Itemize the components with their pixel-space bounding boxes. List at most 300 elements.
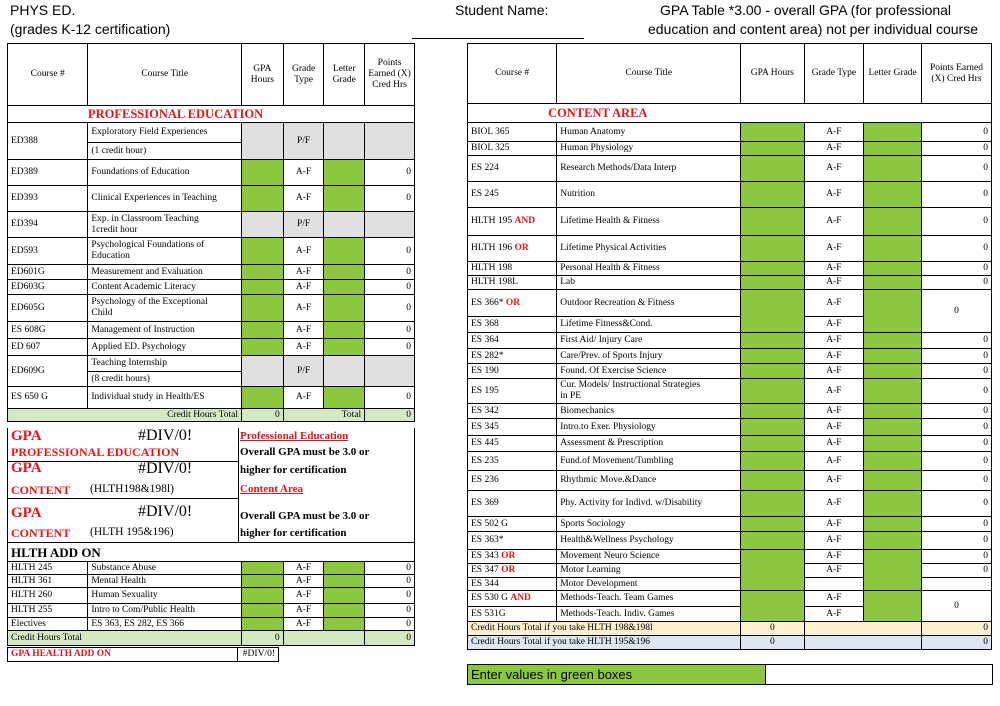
table-row: BIOL 365: [468, 123, 557, 142]
col-letter-grade: Letter Grade: [864, 44, 922, 104]
letter-grade-input[interactable]: [324, 588, 365, 604]
course-title: Human Physiology: [557, 142, 741, 156]
gpa-hours-input[interactable]: [741, 182, 804, 208]
table-row: ES 224: [468, 156, 557, 182]
grade-type: A-F: [283, 322, 324, 339]
course-title: Research Methods/Data Interp: [557, 156, 741, 182]
section-content-area: CONTENT AREA: [468, 104, 992, 123]
points-cell: 0: [921, 550, 991, 564]
student-name-label: Student Name:: [455, 2, 549, 18]
gpa-health-add-on-label: GPA HEALTH ADD ON: [8, 648, 238, 662]
course-title: Intro.to Exer. Physiology: [557, 419, 741, 436]
letter-grade-input[interactable]: [324, 280, 365, 295]
credit-hours-total-label: Credit Hours Total: [8, 409, 242, 422]
grade-type: [804, 578, 864, 591]
letter-grade-input[interactable]: [864, 364, 922, 379]
gpa-hours-input[interactable]: [242, 339, 284, 356]
grade-type: A-F: [283, 604, 324, 618]
content-area-link[interactable]: Content Area: [240, 483, 304, 495]
course-title: Nutrition: [557, 182, 741, 208]
grade-type: A-F: [283, 562, 324, 575]
gpa-hours-input[interactable]: [741, 123, 804, 142]
gpa-hours-input[interactable]: [741, 156, 804, 182]
gpa-hours-input[interactable]: [741, 517, 804, 532]
letter-grade-input[interactable]: [864, 142, 922, 156]
col-points: Points Earned (X) Cred Hrs: [365, 44, 415, 106]
gpa-hours-input[interactable]: [741, 208, 804, 236]
letter-grade-input[interactable]: [864, 290, 922, 333]
gpa-hours-input[interactable]: [242, 387, 284, 409]
table-row: HLTH 255: [8, 604, 88, 618]
addon-credit-hours-label: Credit Hours Total: [8, 631, 242, 646]
gpa-hours-cell: [242, 123, 284, 160]
table-row: ES 235: [468, 452, 557, 471]
letter-grade-input[interactable]: [324, 322, 365, 339]
gpa-requirement-note-4: higher for certification: [240, 527, 347, 539]
letter-grade-input[interactable]: [864, 379, 922, 404]
and-marker: AND: [510, 593, 531, 603]
gpa-hours-input[interactable]: [741, 436, 804, 452]
section-professional-education: PROFESSIONAL EDUCATION: [8, 106, 415, 123]
table-row: HLTH 361: [8, 575, 88, 588]
course-title: Exploratory Field Experiences: [88, 123, 242, 143]
table-row: Electives: [8, 618, 88, 631]
grade-type: A-F: [804, 550, 864, 564]
grade-type: A-F: [283, 588, 324, 604]
letter-grade-input[interactable]: [864, 333, 922, 349]
total-value: 0: [365, 409, 415, 422]
gpa-hours-input[interactable]: [741, 142, 804, 156]
gpa-hours-cell: [242, 356, 284, 387]
letter-grade-input[interactable]: [864, 517, 922, 532]
course-title: Clinical Experiences in Teaching: [88, 186, 242, 212]
col-letter-grade: Letter Grade: [324, 44, 365, 106]
points-cell: [921, 578, 991, 591]
points-cell: 0: [921, 236, 991, 262]
grade-type: A-F: [283, 387, 324, 409]
table-row: ES 236: [468, 471, 557, 491]
gpa-hours-input[interactable]: [241, 618, 283, 631]
course-title: Health&Wellness Psychology: [557, 532, 741, 550]
grade-type: A-F: [283, 265, 324, 280]
course-title: Outdoor Recreation & Fitness: [557, 290, 741, 317]
letter-grade-input[interactable]: [324, 160, 365, 186]
points-cell: 0: [921, 564, 991, 578]
page-title: PHYS ED.: [10, 2, 76, 18]
points-cell: 0: [365, 575, 415, 588]
table-row: ES 531G: [468, 607, 557, 622]
letter-grade-cell: [324, 356, 365, 387]
letter-grade-input[interactable]: [864, 349, 922, 364]
gpa-requirement-note-3: Overall GPA must be 3.0 or: [240, 510, 370, 522]
table-row: ED603G: [8, 280, 88, 295]
course-title: Intro to Com/Public Health: [88, 604, 242, 618]
letter-grade-input[interactable]: [324, 186, 365, 212]
points-cell: 0: [365, 339, 415, 356]
table-row: ES 195: [468, 379, 557, 404]
total-198-label: Credit Hours Total if you take HLTH 198&198l: [468, 622, 741, 636]
course-title: Motor Development: [557, 578, 741, 591]
table-row: ES 245: [468, 182, 557, 208]
addon-credit-points: 0: [365, 631, 415, 646]
total-198-value: 0: [741, 622, 804, 636]
gpa-label-content-195: GPA: [11, 505, 42, 521]
gpa-hours-input[interactable]: [741, 379, 804, 404]
points-cell: 0: [365, 604, 415, 618]
gpa-summary-box: [7, 428, 239, 543]
gpa-prof-value: #DIV/0!: [138, 427, 193, 444]
course-title: Motor Learning: [557, 564, 741, 578]
grade-type: A-F: [804, 517, 864, 532]
points-cell: 0: [921, 379, 991, 404]
course-title: Lifetime Physical Activities: [557, 236, 741, 262]
table-row: ES 530 G AND: [468, 591, 557, 607]
grade-type: A-F: [804, 491, 864, 517]
letter-grade-input[interactable]: [864, 262, 922, 276]
grade-type: A-F: [283, 238, 324, 265]
gpa-requirement-note-2: higher for certification: [240, 464, 347, 476]
letter-grade-input[interactable]: [864, 156, 922, 182]
course-title: Human Sexuality: [88, 588, 242, 604]
letter-grade-input[interactable]: [324, 295, 365, 322]
grade-type: A-F: [804, 262, 864, 276]
gpa-prof-caption: PROFESSIONAL EDUCATION: [11, 445, 180, 459]
course-title: Foundations of Education: [88, 160, 242, 186]
points-cell: 0: [921, 156, 991, 182]
table-row: ES 345: [468, 419, 557, 436]
grade-type: A-F: [804, 236, 864, 262]
student-name-field[interactable]: [412, 38, 584, 39]
course-title: Rhythmic Move.&Dance: [557, 471, 741, 491]
table-row: ES 369: [468, 491, 557, 517]
course-title: Psychology of the Exceptional Child: [88, 295, 242, 322]
legend-row: [467, 664, 993, 685]
gpa-content-198-note: (HLTH198&198l): [90, 483, 174, 495]
grade-type: A-F: [804, 404, 864, 419]
course-title: Biomechanics: [557, 404, 741, 419]
course-title-2: (1 credit hour): [88, 143, 242, 160]
table-row: HLTH 245: [8, 562, 88, 575]
grade-type: P/F: [283, 356, 324, 387]
course-title: Methods-Teach. Team Games: [557, 591, 741, 607]
credit-hours-total-value: 0: [242, 409, 284, 422]
letter-grade-input[interactable]: [864, 436, 922, 452]
letter-grade-input[interactable]: [324, 387, 365, 409]
total-195-label: Credit Hours Total if you take HLTH 195&196: [468, 636, 741, 650]
course-title: Personal Health & Fitness: [557, 262, 741, 276]
points-cell: 0: [365, 186, 415, 212]
grade-type: A-F: [804, 290, 864, 317]
gpa-requirements-box: [238, 428, 415, 543]
professional-education-link[interactable]: Professional Education: [240, 430, 349, 442]
points-cell: 0: [921, 333, 991, 349]
course-title: Individual study in Health/ES: [88, 387, 242, 409]
gpa-content-caption-2: CONTENT: [11, 526, 71, 540]
table-row: ES 363*: [468, 532, 557, 550]
points-cell: 0: [921, 471, 991, 491]
gpa-content-caption: CONTENT: [11, 483, 71, 497]
legend-blank: [766, 665, 993, 685]
points-cell: 0: [365, 280, 415, 295]
course-title: Care/Prev. of Sports Injury: [557, 349, 741, 364]
gpa-content-198-value: #DIV/0!: [138, 460, 193, 477]
letter-grade-input[interactable]: [324, 604, 365, 618]
gpa-hours-input[interactable]: [741, 452, 804, 471]
points-cell: 0: [365, 562, 415, 575]
grade-type: A-F: [804, 317, 864, 333]
or-marker: OR: [501, 551, 516, 561]
course-title: Cur. Models/ Instructional Strategies in PE: [557, 379, 741, 404]
points-cell: 0: [365, 322, 415, 339]
points-cell: 0: [921, 532, 991, 550]
course-title: Human Anatomy: [557, 123, 741, 142]
grade-type: A-F: [804, 142, 864, 156]
table-row: ED601G: [8, 265, 88, 280]
table-row: ES 344: [468, 578, 557, 591]
grade-type: A-F: [283, 160, 324, 186]
or-marker: OR: [505, 297, 521, 308]
health-add-on-title: HLTH ADD ON: [8, 543, 415, 562]
grade-type: A-F: [804, 182, 864, 208]
course-title: Exp. in Classroom Teaching 1credit hour: [88, 212, 242, 238]
letter-grade-input[interactable]: [864, 276, 922, 290]
grade-type: A-F: [804, 156, 864, 182]
letter-grade-input[interactable]: [864, 236, 922, 262]
enter-values-legend: Enter values in green boxes: [468, 665, 766, 685]
course-title: Lab: [557, 276, 741, 290]
gpa-hours-input[interactable]: [741, 349, 804, 364]
grade-type: A-F: [283, 575, 324, 588]
gpa-content-195-note: (HLTH 195&196): [90, 526, 174, 538]
letter-grade-input[interactable]: [864, 532, 922, 550]
gpa-hours-input[interactable]: [242, 295, 284, 322]
grade-type: A-F: [804, 452, 864, 471]
grade-type: P/F: [283, 123, 324, 160]
points-cell: 0: [921, 276, 991, 290]
grade-type: P/F: [283, 212, 324, 238]
table-row: ES 366* OR: [468, 290, 557, 317]
letter-grade-input[interactable]: [864, 452, 922, 471]
grade-type: A-F: [804, 419, 864, 436]
letter-grade-input[interactable]: [324, 265, 365, 280]
course-title: Psychological Foundations of Education: [88, 238, 242, 265]
points-cell: 0: [921, 349, 991, 364]
gpa-hours-input[interactable]: [241, 562, 283, 575]
or-marker: OR: [514, 243, 529, 253]
table-row: ES 364: [468, 333, 557, 349]
letter-grade-input[interactable]: [864, 491, 922, 517]
grade-type: A-F: [804, 532, 864, 550]
course-title: Applied ED. Psychology: [88, 339, 242, 356]
col-course-num: Course #: [468, 44, 557, 104]
letter-grade-input[interactable]: [864, 123, 922, 142]
points-cell: 0: [365, 160, 415, 186]
letter-grade-input[interactable]: [864, 208, 922, 236]
letter-grade-input[interactable]: [324, 238, 365, 265]
course-title: Found. Of Exercise Science: [557, 364, 741, 379]
or-marker: OR: [501, 565, 516, 575]
col-course-title: Course Title: [557, 44, 741, 104]
grade-type: A-F: [804, 123, 864, 142]
grade-type: A-F: [804, 564, 864, 578]
letter-grade-input[interactable]: [324, 618, 365, 631]
gpa-hours-input[interactable]: [242, 238, 284, 265]
table-row: ED394: [8, 212, 88, 238]
grade-type: A-F: [804, 208, 864, 236]
letter-grade-input[interactable]: [864, 182, 922, 208]
course-title: Mental Health: [88, 575, 242, 588]
points-cell: 0: [921, 517, 991, 532]
grade-type: A-F: [804, 333, 864, 349]
grade-type: A-F: [804, 607, 864, 622]
gpa-hours-input[interactable]: [741, 419, 804, 436]
table-row: ES 608G: [8, 322, 88, 339]
course-title: Methods-Teach. Indiv. Games: [557, 607, 741, 622]
gpa-hours-input[interactable]: [242, 322, 284, 339]
letter-grade-input[interactable]: [864, 404, 922, 419]
letter-grade-input[interactable]: [864, 419, 922, 436]
table-row: ES 445: [468, 436, 557, 452]
points-cell: 0: [921, 364, 991, 379]
letter-grade-input[interactable]: [324, 339, 365, 356]
gpa-hours-input[interactable]: [741, 532, 804, 550]
points-cell: [365, 212, 415, 238]
gpa-label-prof: GPA: [11, 428, 42, 444]
table-row: ED388: [8, 123, 88, 160]
gpa-hours-input[interactable]: [242, 186, 284, 212]
points-cell: 0: [921, 491, 991, 517]
course-title: Content Academic Literacy: [88, 280, 242, 295]
letter-grade-input[interactable]: [864, 591, 922, 622]
letter-grade-input[interactable]: [864, 471, 922, 491]
gpa-note-line1: GPA Table *3.00 - overall GPA (for professional: [660, 2, 952, 18]
points-cell: 0: [365, 238, 415, 265]
course-title: Assessment & Prescription: [557, 436, 741, 452]
table-row: ES 368: [468, 317, 557, 333]
gpa-content-195-value: #DIV/0!: [138, 503, 193, 520]
points-cell: 0: [921, 262, 991, 276]
course-title: Fund.of Movement/Tumbling: [557, 452, 741, 471]
table-row: HLTH 195 AND: [468, 208, 557, 236]
gpa-hours-input[interactable]: [241, 588, 283, 604]
total-195-spacer: [804, 636, 921, 650]
table-row: ES 282*: [468, 349, 557, 364]
table-row: BIOL 325: [468, 142, 557, 156]
col-course-num: Course #: [8, 44, 88, 106]
points-cell: 0: [365, 295, 415, 322]
gpa-requirement-note-1: Overall GPA must be 3.0 or: [240, 446, 370, 458]
col-points: Points Earned (X) Cred Hrs: [921, 44, 991, 104]
total-198-spacer: [804, 622, 921, 636]
col-grade-type: Grade Type: [804, 44, 864, 104]
gpa-note-line2: education and content area) not per individual course: [648, 21, 978, 37]
points-cell: [365, 356, 415, 387]
gpa-hours-input[interactable]: [741, 364, 804, 379]
table-row: ES 347 OR: [468, 564, 557, 578]
points-cell: 0: [921, 123, 991, 142]
course-title-2: (8 credit hours): [88, 372, 242, 387]
gpa-hours-input[interactable]: [741, 236, 804, 262]
points-cell: 0: [365, 588, 415, 604]
grade-type: A-F: [804, 349, 864, 364]
points-cell: 0: [365, 618, 415, 631]
table-row: ES 190: [468, 364, 557, 379]
course-title: Movement Neuro Science: [557, 550, 741, 564]
course-title: Sports Sociology: [557, 517, 741, 532]
points-cell: 0: [921, 142, 991, 156]
letter-grade-input[interactable]: [324, 575, 365, 588]
table-row: ED593: [8, 238, 88, 265]
table-row: HLTH 198L: [468, 276, 557, 290]
grade-type: A-F: [283, 339, 324, 356]
table-row: ES 502 G: [468, 517, 557, 532]
grade-type: A-F: [283, 618, 324, 631]
letter-grade-cell: [324, 123, 365, 160]
gpa-hours-input[interactable]: [241, 604, 283, 618]
page-subtitle: (grades K-12 certification): [10, 21, 171, 37]
gpa-hours-input[interactable]: [741, 591, 804, 622]
points-cell: [365, 123, 415, 160]
grade-type: A-F: [804, 436, 864, 452]
course-title: Lifetime Health & Fitness: [557, 208, 741, 236]
gpa-hours-input[interactable]: [741, 290, 804, 333]
grade-type: A-F: [283, 280, 324, 295]
gpa-hours-input[interactable]: [741, 404, 804, 419]
grade-type: A-F: [804, 364, 864, 379]
grade-type: A-F: [804, 379, 864, 404]
letter-grade-input[interactable]: [324, 562, 365, 575]
letter-grade-cell: [324, 212, 365, 238]
grade-type: A-F: [283, 186, 324, 212]
table-row: ED605G: [8, 295, 88, 322]
points-cell: 0: [921, 208, 991, 236]
gpa-hours-input[interactable]: [741, 491, 804, 517]
course-title: Management of Instruction: [88, 322, 242, 339]
points-cell: 0: [921, 452, 991, 471]
gpa-hours-input[interactable]: [242, 280, 284, 295]
addon-credit-hours-value: 0: [241, 631, 283, 646]
letter-grade-input[interactable]: [864, 550, 922, 591]
course-title: Substance Abuse: [88, 562, 242, 575]
points-cell: 0: [921, 419, 991, 436]
gpa-hours-input[interactable]: [741, 333, 804, 349]
total-195-value: 0: [741, 636, 804, 650]
gpa-hours-input[interactable]: [741, 262, 804, 276]
gpa-hours-input[interactable]: [242, 160, 284, 186]
table-row: HLTH 196 OR: [468, 236, 557, 262]
course-title: Lifetime Fitness&Cond.: [557, 317, 741, 333]
gpa-health-add-on-row: [7, 647, 279, 662]
points-cell: 0: [921, 404, 991, 419]
gpa-health-add-on-value: #DIV/0!: [238, 648, 279, 662]
table-row: ED 607: [8, 339, 88, 356]
gpa-hours-input[interactable]: [242, 265, 284, 280]
course-title: ES 363, ES 282, ES 366: [88, 618, 242, 631]
table-row: ED609G: [8, 356, 88, 387]
table-row: ED389: [8, 160, 88, 186]
table-row: ES 342: [468, 404, 557, 419]
total-label: Total: [283, 409, 364, 422]
professional-education-table: [7, 43, 415, 422]
gpa-hours-input[interactable]: [741, 471, 804, 491]
gpa-hours-input[interactable]: [741, 276, 804, 290]
grade-type: A-F: [804, 471, 864, 491]
gpa-hours-input[interactable]: [241, 575, 283, 588]
col-gpa-hours: GPA Hours: [242, 44, 284, 106]
gpa-hours-input[interactable]: [741, 550, 804, 591]
addon-spacer: [283, 631, 364, 646]
table-row: ED393: [8, 186, 88, 212]
